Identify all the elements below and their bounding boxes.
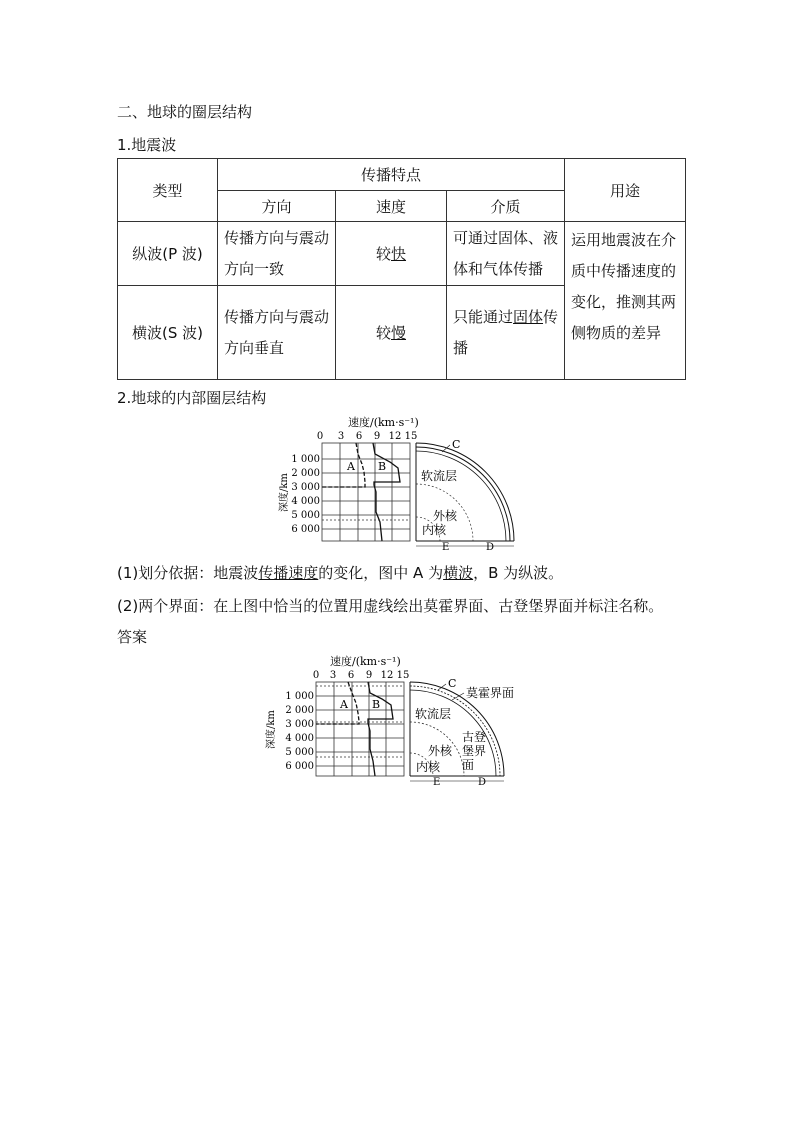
question-1 [117,562,563,583]
speed-value: 慢 [391,324,407,342]
speed-tick: 9 [373,431,381,442]
speed-prefix: 较 [375,245,391,263]
label-e: E [442,542,450,552]
depth-tick: 3 000 [285,719,314,730]
depth-tick: 4 000 [291,496,320,507]
depth-tick: 6 000 [291,524,320,535]
row-s-speed [336,286,447,380]
speed-axis-label: 速度/(km·s⁻¹) [330,655,401,668]
label-d: D [478,777,487,788]
speed-tick: 3 [329,670,337,681]
label-a: A [347,460,355,473]
speed-value: 快 [391,245,407,263]
outer-core-label: 外核 [433,509,458,523]
speed-tick: 12 [388,431,402,442]
depth-tick: 1 000 [291,454,320,465]
speed-tick: 15 [396,670,410,681]
speed-tick: 9 [365,670,373,681]
medium-pre: 只能通过 [453,307,514,326]
row-p-type: 纵波(P 波) [118,222,218,286]
header-medium: 介质 [447,191,565,222]
earth-interior-figure [270,412,520,552]
label-c: C [448,677,457,690]
q1-post: ，B 为纵波。 [473,564,564,582]
inner-core-label: 内核 [422,523,447,537]
label-d: D [486,542,495,552]
speed-tick: 12 [380,670,394,681]
depth-tick: 2 000 [291,468,320,479]
seismic-wave-table [117,158,686,380]
row-p-speed [336,222,447,286]
inner-core-label: 内核 [416,760,441,774]
label-a: A [340,698,348,711]
speed-tick: 0 [316,431,324,442]
medium-underlined: 固体 [513,307,544,326]
outer-core-label: 外核 [428,744,453,758]
row-p-direction: 传播方向与震动方向一致 [218,222,336,286]
gutenberg-label-2: 堡界 [462,744,487,758]
depth-tick: 2 000 [285,705,314,716]
row-s-direction: 传播方向与震动方向垂直 [218,286,336,380]
speed-prefix: 较 [375,324,391,342]
q1-pre: (1)划分依据：地震波 [117,564,259,582]
header-features: 传播特点 [218,159,565,191]
gutenberg-label-1: 古登 [462,730,487,744]
speed-tick: 6 [347,670,355,681]
depth-tick: 4 000 [285,733,314,744]
depth-tick: 6 000 [285,761,314,772]
moho-label: 莫霍界面 [466,686,515,700]
curve-s-wave [316,682,359,724]
q1-mid: 的变化，图中 A 为 [318,564,444,582]
depth-tick: 5 000 [285,747,314,758]
speed-tick: 15 [404,431,418,442]
curve-s-wave [322,443,365,487]
depth-tick: 3 000 [291,482,320,493]
row-p-medium: 可通过固体、液体和气体传播 [447,222,565,286]
label-b: B [378,460,387,473]
header-direction: 方向 [218,191,336,222]
depth-tick: 5 000 [291,510,320,521]
header-type: 类型 [118,159,218,222]
use-cell: 运用地震波在介质中传播速度的变化，推测其两侧物质的差异 [565,222,686,380]
asthenosphere-label: 软流层 [415,707,452,721]
question-2: (2)两个界面：在上图中恰当的位置用虚线绘出莫霍界面、古登堡界面并标注名称。 [117,597,664,615]
speed-tick: 0 [312,670,320,681]
section-title: 二、地球的圈层结构 [117,103,253,121]
label-c: C [452,438,461,451]
answer-label: 答案 [117,628,148,646]
speed-tick: 3 [337,431,345,442]
label-b: B [372,698,381,711]
answer-figure [262,653,530,793]
depth-axis-label: 深度/km [279,473,290,512]
row-s-type: 横波(S 波) [118,286,218,380]
header-use: 用途 [565,159,686,222]
speed-tick: 6 [355,431,363,442]
q1-answer-shear: 横波 [443,564,474,582]
speed-axis-label: 速度/(km·s⁻¹) [348,416,419,429]
depth-tick: 1 000 [285,691,314,702]
header-speed: 速度 [336,191,447,222]
leader-moho [452,693,464,700]
row-s-medium [447,286,565,380]
subsection-interior: 2.地球的内部圈层结构 [117,389,267,407]
curve-p-wave [373,443,400,541]
depth-axis-label: 深度/km [266,710,277,749]
label-e: E [433,777,441,788]
asthenosphere-label: 软流层 [421,469,458,483]
subsection-seismic-waves: 1.地震波 [117,136,177,154]
gutenberg-label-3: 面 [462,758,475,772]
q1-answer-speed: 传播速度 [258,564,319,582]
medium-post: 传播 [453,307,559,357]
